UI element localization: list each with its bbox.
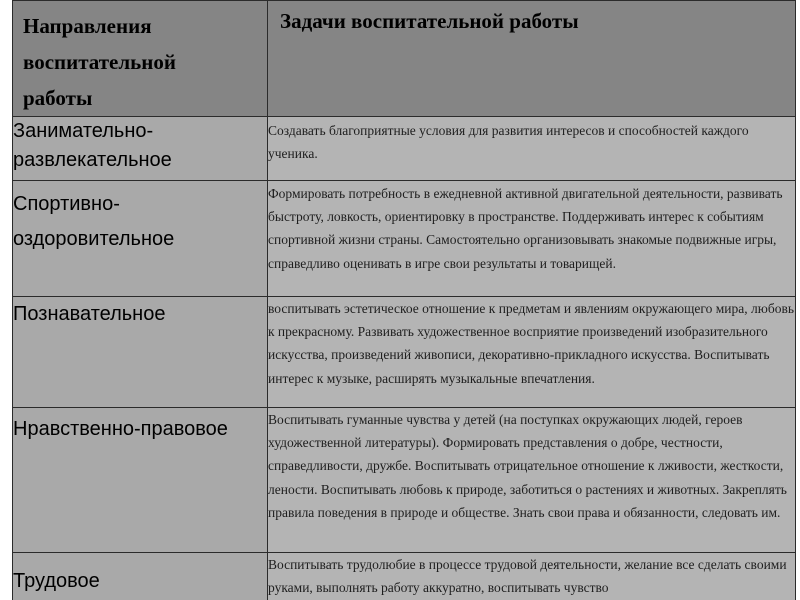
table-row [13,181,796,297]
table-row [13,117,796,181]
header-cell-directions [13,1,268,117]
education-work-table [12,0,796,600]
tasks-cell: Воспитывать гуманные чувства у детей (на поступках окружающих людей, героев художественной литературы). Формировать представления о добре, честности, справедливости, дружбе. Воспитывать отрицательное отношение к лживости, жесткости, лености. Воспитывать любовь к природе, заботиться о растениях и животных. Закреплять правила поведения в природе и обществе. Знать свои права и обязанности, следовать им. [268,408,796,553]
direction-cell: Познавательное [13,297,268,408]
direction-cell: Занимательно-развлекательное [13,117,268,181]
tasks-cell: Создавать благоприятные условия для развития интересов и способностей каждого ученика. [268,117,796,181]
tasks-cell: Формировать потребность в ежедневной активной двигательной деятельности, развивать быстроту, ловкость, ориентировку в пространстве. Поддерживать интерес к событиям спортивной жизни страны. Самостоятельно организовывать знакомые подвижные игры, справедливо оценивать в игре свои результаты и товарищей. [268,181,796,297]
table-row [13,297,796,408]
tasks-cell: Воспитывать трудолюбие в процессе трудовой деятельности, желание все сделать своими руками, выполнять работу аккуратно, воспитывать чувство [268,553,796,600]
direction-cell: Трудовое [13,553,268,600]
header-directions-label: Направления воспитательной работы [23,14,176,110]
tasks-cell: воспитывать эстетическое отношение к предметам и явлениям окружающего мира, любовь к прекрасному. Развивать художественное восприятие произведений изобразительного искусства, произведений живописи, декоративно-прикладного искусства. Воспитывать интерес к музыке, расширять музыкальные впечатления. [268,297,796,408]
direction-cell: Спортивно-оздоровительное [13,181,268,297]
direction-cell: Нравственно-правовое [13,408,268,553]
header-cell-tasks [268,1,796,117]
header-tasks-label: Задачи воспитательной работы [280,9,579,33]
table-row [13,408,796,553]
table-header-row [13,1,796,117]
table-row [13,553,796,600]
